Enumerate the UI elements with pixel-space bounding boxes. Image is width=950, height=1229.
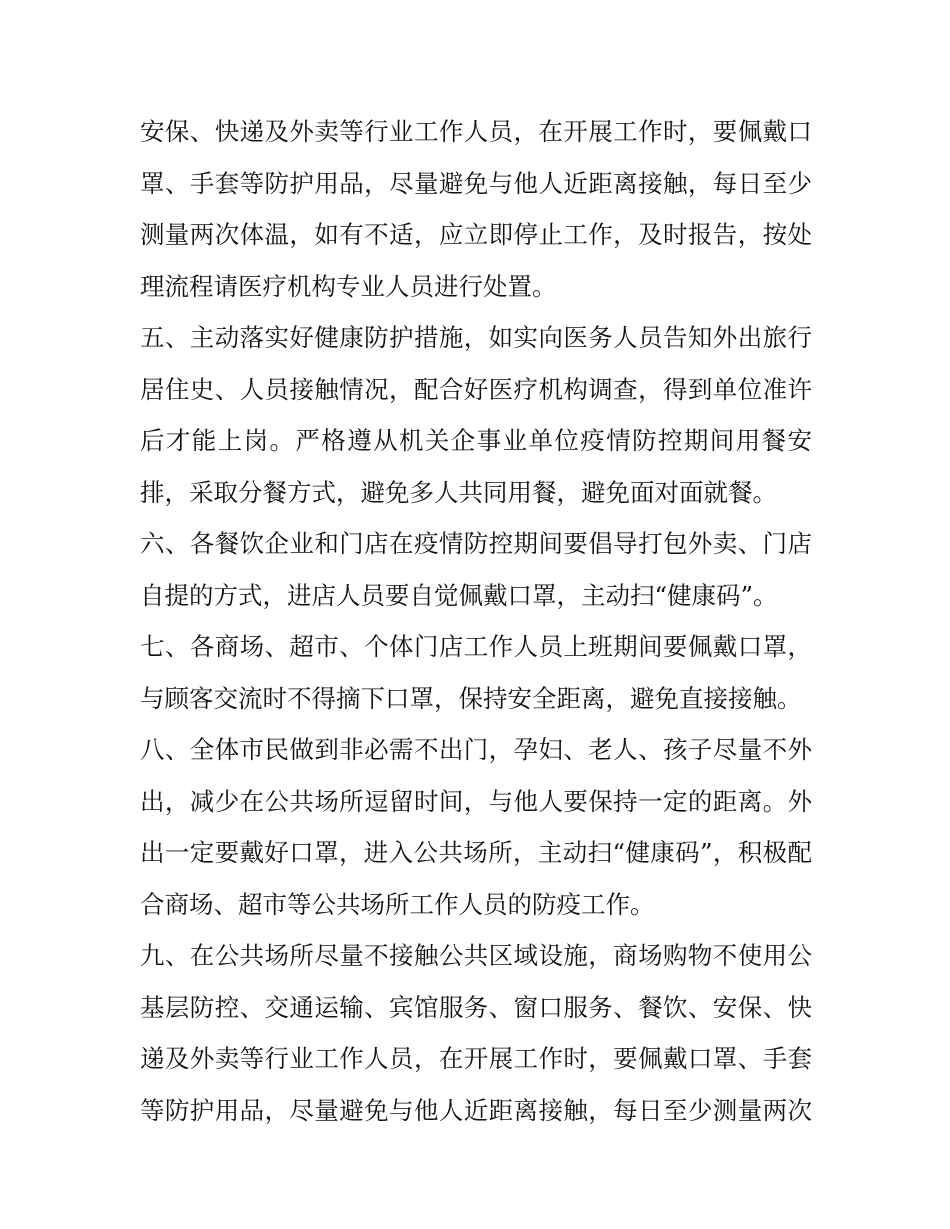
text-line: 安保、快递及外卖等行业工作人员，在开展工作时，要佩戴口 xyxy=(140,117,812,146)
text-line: 八、全体市民做到非必需不出门，孕妇、老人、孩子尽量不外 xyxy=(140,735,812,764)
text-line: 五、主动落实好健康防护措施，如实向医务人员告知外出旅行 xyxy=(140,323,812,352)
text-line: 居住史、人员接触情况，配合好医疗机构调查，得到单位准许 xyxy=(140,374,812,404)
text-line: 七、各商场、超市、个体门店工作人员上班期间要佩戴口罩， xyxy=(140,632,812,661)
text-line: 出一定要戴好口罩，进入公共场所，主动扫“健康码”，积极配 xyxy=(140,838,812,867)
text-line: 测量两次体温，如有不适，应立即停止工作，及时报告，按处 xyxy=(140,220,812,249)
text-line: 自提的方式，进店人员要自觉佩戴口罩，主动扫“健康码”。 xyxy=(140,580,778,610)
text-line: 与顾客交流时不得摘下口罩，保持安全距离，避免直接接触。 xyxy=(140,683,802,713)
text-line: 后才能上岗。严格遵从机关企事业单位疫情防控期间用餐安 xyxy=(140,426,812,455)
text-line: 排，采取分餐方式，避免多人共同用餐，避免面对面就餐。 xyxy=(140,477,777,507)
text-line: 基层防控、交通运输、宾馆服务、窗口服务、餐饮、安保、快 xyxy=(140,992,812,1022)
text-line: 九、在公共场所尽量不接触公共区域设施，商场购物不使用公 xyxy=(140,941,812,970)
text-line: 合商场、超市等公共场所工作人员的防疫工作。 xyxy=(140,889,655,919)
text-line: 递及外卖等行业工作人员，在开展工作时，要佩戴口罩、手套 xyxy=(140,1044,812,1073)
text-line: 罩、手套等防护用品，尽量避免与他人近距离接触，每日至少 xyxy=(140,168,812,198)
text-line: 等防护用品，尽量避免与他人近距离接触，每日至少测量两次 xyxy=(140,1095,812,1125)
text-line: 出，减少在公共场所逗留时间，与他人要保持一定的距离。外 xyxy=(140,786,812,816)
text-line: 六、各餐饮企业和门店在疫情防控期间要倡导打包外卖、门店 xyxy=(140,529,812,558)
text-line: 理流程请医疗机构专业人员进行处置。 xyxy=(140,271,557,301)
document-body xyxy=(140,106,812,1136)
